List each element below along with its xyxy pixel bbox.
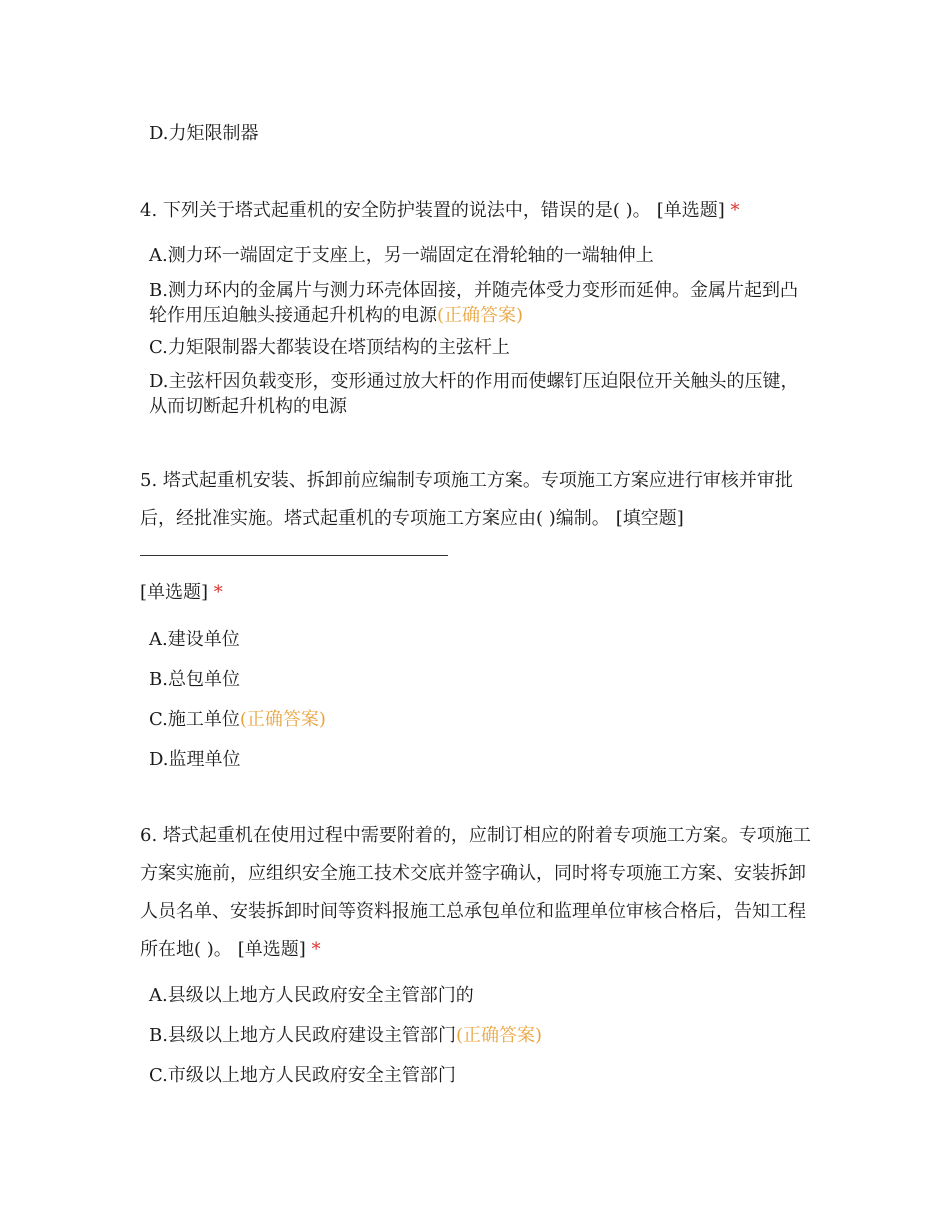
q5-option-c[interactable] [149,707,809,732]
q4-option-a[interactable] [149,243,809,268]
q4-option-c[interactable] [149,335,809,360]
question-4-title [140,198,815,223]
required-mark: * [311,939,321,960]
correct-answer-marker: (正确答案) [239,709,326,730]
q5-option-a[interactable] [149,627,809,652]
option-label: B.县级以上地方人民政府建设主管部门 [149,1025,456,1046]
option-label: D.主弦杆因负载变形，变形通过放大杆的作用而使螺钉压迫限位开关触头的压键，从而切断起升机构的电源 [149,371,799,417]
required-mark: * [730,200,740,221]
question-type-tag: [单选题] [237,939,306,960]
question-type-tag: [单选题] [140,582,209,603]
question-5-title [140,462,815,538]
question-text: 下列关于塔式起重机的安全防护装置的说法中，错误的是( )。 [162,200,651,221]
option-label: B.总包单位 [149,669,240,690]
q4-option-b[interactable] [149,278,809,328]
option-label: B.测力环内的金属片与测力环壳体固接，并随壳体受力变形而延伸。金属片起到凸轮作用压迫触头接通起升机构的电源 [149,280,798,326]
required-mark: * [213,582,223,603]
question-5-subtitle [140,580,815,605]
question-6-title [140,817,815,969]
question-number: 4. [140,200,158,221]
q6-option-a[interactable] [149,983,809,1008]
option-label: C.力矩限制器大都装设在塔顶结构的主弦杆上 [149,337,510,358]
question-number: 6. [140,825,158,846]
q5-option-d[interactable] [149,747,809,772]
option-label: A.县级以上地方人民政府安全主管部门的 [149,985,474,1006]
option-label: C.施工单位 [149,709,240,730]
option-label: D.监理单位 [149,749,241,770]
q6-option-b[interactable] [149,1023,809,1048]
question-type-tag: [单选题] [656,200,725,221]
q6-option-c[interactable] [149,1063,809,1088]
fill-blank-line[interactable] [140,555,448,556]
question-text: 塔式起重机安装、拆卸前应编制专项施工方案。专项施工方案应进行审核并审批后，经批准实施。塔式起重机的专项施工方案应由( )编制。 [140,470,793,529]
question-number: 5. [140,470,158,491]
question-text: 塔式起重机在使用过程中需要附着的，应制订相应的附着专项施工方案。专项施工方案实施前，应组织安全施工技术交底并签字确认，同时将专项施工方案、安装拆卸人员名单、安装拆卸时间等资料报施工总承包单位和监理单位审核合格后，告知工程所在地( )。 [140,825,811,960]
q5-option-b[interactable] [149,667,809,692]
option-label: D.力矩限制器 [149,123,259,144]
q4-option-d[interactable] [149,369,809,419]
q3-option-d[interactable] [149,121,809,146]
option-label: A.测力环一端固定于支座上，另一端固定在滑轮轴的一端轴伸上 [149,245,654,266]
correct-answer-marker: (正确答案) [437,305,524,326]
option-label: C.市级以上地方人民政府安全主管部门 [149,1065,456,1086]
question-type-tag: [填空题] [615,508,684,529]
option-label: A.建设单位 [149,629,240,650]
correct-answer-marker: (正确答案) [455,1025,542,1046]
